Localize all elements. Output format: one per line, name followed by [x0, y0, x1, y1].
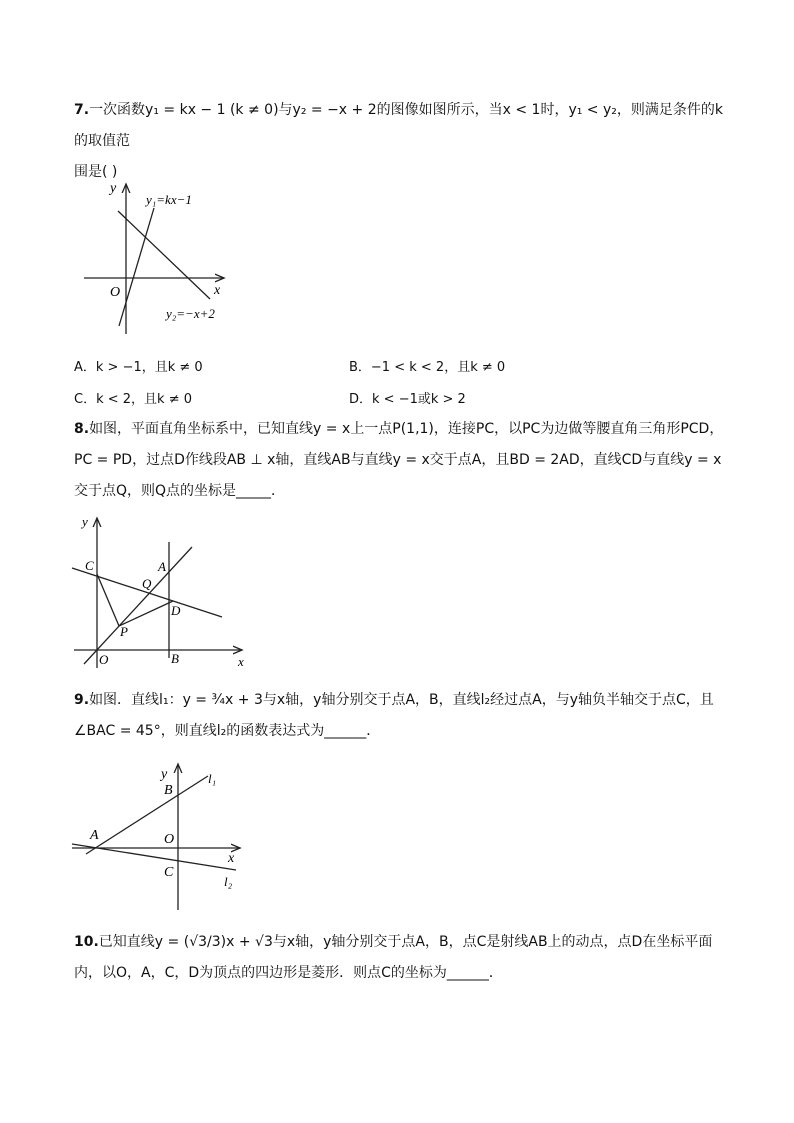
q9-y-label: y [161, 767, 168, 782]
question-10 [74, 927, 724, 989]
q7-option-c[interactable]: C．k < 2，且k ≠ 0 [74, 392, 192, 407]
question-7-line-2: 围是( ) [74, 164, 118, 180]
q7-y-label: y [110, 181, 117, 196]
q7-option-b[interactable]: B．−1 < k < 2，且k ≠ 0 [349, 360, 506, 375]
q7-option-a[interactable]: A．k > −1，且k ≠ 0 [74, 360, 203, 375]
q9-label-l1: l₁ [208, 771, 217, 786]
q7-line1-label: y₁=kx−1 [146, 192, 192, 207]
q9-label-a: A [90, 828, 99, 843]
q8-label-q: Q [142, 576, 152, 591]
question-8-line-1 [74, 414, 724, 445]
question-8-line-2: PC = PD，过点D作线段AB ⊥ x轴，直线AB与直线y = x交于点A，且BD = 2AD，直线CD与直线y = x [74, 452, 722, 468]
q7-line-y2 [118, 211, 210, 299]
question-8-number: 8. [74, 421, 90, 437]
q9-label-b: B [164, 783, 173, 798]
question-9-number: 9. [74, 692, 90, 708]
q8-y-label: y [82, 514, 88, 529]
q8-figure [70, 512, 250, 672]
q8-label-c: C [85, 558, 94, 573]
q9-figure [68, 762, 248, 912]
q9-label-l2: l₂ [224, 874, 233, 889]
q9-label-c: C [164, 865, 174, 880]
q9-line-l1 [86, 776, 208, 854]
q8-label-o: O [99, 652, 109, 667]
q9-x-label: x [228, 851, 235, 866]
question-10-line-2: 内，以O，A，C，D为顶点的四边形是菱形．则点C的坐标为______． [74, 965, 503, 981]
q7-origin-label: O [110, 285, 121, 300]
question-10-number: 10. [74, 934, 99, 950]
question-7-line-1 [74, 95, 724, 157]
q8-x-label: x [238, 654, 244, 669]
question-9-text-1: 如图．直线l₁：y = ¾x + 3与x轴，y轴分别交于点A，B，直线l₂经过点A，与y轴负半轴交于点C，且 [89, 692, 714, 708]
question-9 [74, 685, 724, 747]
q8-label-a: A [158, 559, 166, 574]
q8-label-d: D [171, 603, 181, 618]
q7-line-y1 [119, 208, 154, 326]
question-8 [74, 414, 724, 507]
question-8-text-1: 如图，平面直角坐标系中，已知直线y = x上一点P(1,1)，连接PC，以PC为边做等腰直角三角形PCD， [89, 421, 724, 437]
question-7-text-1: 一次函数y₁ = kx − 1 (k ≠ 0)与y₂ = −x + 2的图像如图所示，当x < 1时，y₁ < y₂，则满足条件的k的取值范 [74, 102, 723, 149]
question-8-line-3: 交于点Q，则Q点的坐标是_____． [74, 483, 286, 499]
q9-label-o: O [164, 832, 175, 847]
question-7-number: 7. [74, 102, 90, 118]
q8-label-b: B [171, 651, 179, 666]
q7-figure [80, 176, 240, 336]
question-9-line-2: ∠BAC = 45°，则直线l₂的函数表达式为______． [74, 723, 381, 739]
question-10-line-1 [74, 927, 724, 958]
question-9-line-1 [74, 685, 724, 716]
q8-segment-pd [119, 601, 173, 626]
q8-label-p: P [120, 624, 128, 639]
q7-option-d[interactable]: D．k < −1或k > 2 [349, 392, 466, 407]
q7-x-label: x [214, 283, 221, 298]
question-7 [74, 95, 724, 188]
question-10-text-1: 已知直线y = (√3/3)x + √3与x轴，y轴分别交于点A，B，点C是射线AB上的动点，点D在坐标平面 [98, 934, 713, 950]
q7-line2-label: y₂=−x+2 [166, 306, 215, 321]
